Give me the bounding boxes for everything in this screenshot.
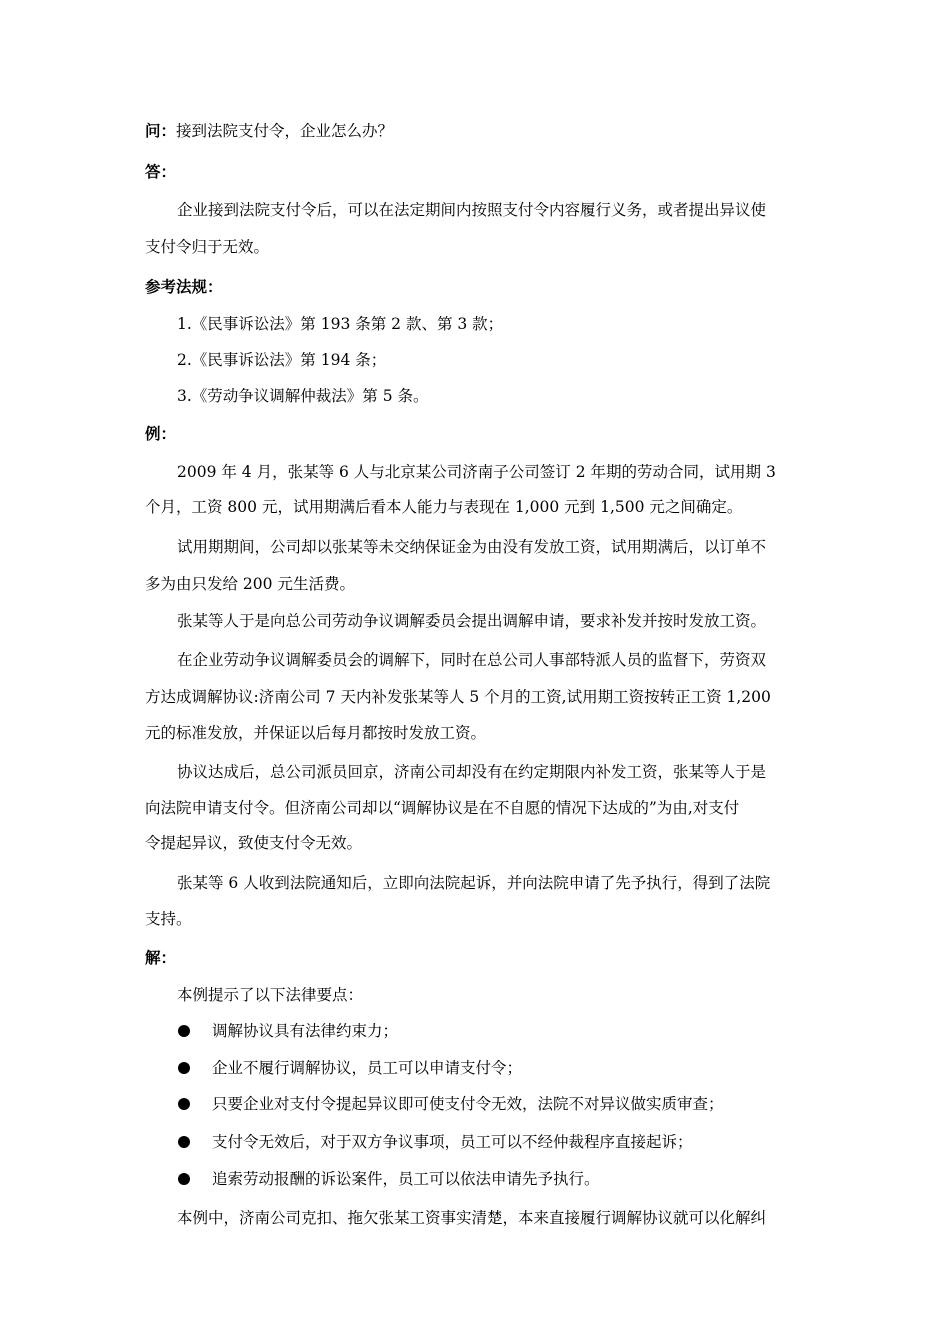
example-line: 在企业劳动争议调解委员会的调解下，同时在总公司人事部特派人员的监督下，劳资双 [177, 651, 767, 669]
references-heading: 参考法规： [145, 278, 223, 296]
question-label: 问： [145, 122, 177, 140]
bullet-dot-icon [178, 1025, 190, 1037]
answer-line: 支付令归于无效。 [145, 238, 270, 256]
example-line: 试用期期间，公司却以张某等未交纳保证金为由没有发放工资，试用期满后，以订单不 [177, 538, 767, 556]
example-line: 元的标准发放，并保证以后每月都按时发放工资。 [145, 724, 487, 742]
bullet-item: 企业不履行调解协议，员工可以申请支付令； [212, 1059, 523, 1077]
answer-heading: 答： [145, 163, 177, 181]
question-line [145, 121, 815, 141]
bullet-dot-icon [178, 1062, 190, 1074]
question-text: 接到法院支付令，企业怎么办？ [176, 122, 394, 140]
example-line: 支持。 [145, 910, 192, 928]
reference-item: 2.《民事诉讼法》第 194 条； [177, 351, 387, 369]
example-line: 协议达成后，总公司派员回京，济南公司却没有在约定期限内补发工资，张某等人于是 [177, 763, 767, 781]
bullet-item: 支付令无效后，对于双方争议事项，员工可以不经仲裁程序直接起诉； [212, 1133, 693, 1151]
reference-item: 1.《民事诉讼法》第 193 条第 2 款、第 3 款； [177, 315, 504, 333]
bullet-dot-icon [178, 1136, 190, 1148]
analysis-closing: 本例中，济南公司克扣、拖欠张某工资事实清楚，本来直接履行调解协议就可以化解纠 [177, 1209, 767, 1227]
example-line: 令提起异议，致使支付令无效。 [145, 834, 363, 852]
bullet-item: 追索劳动报酬的诉讼案件，员工可以依法申请先予执行。 [212, 1170, 600, 1188]
example-line: 张某等 6 人收到法院通知后，立即向法院起诉，并向法院申请了先予执行，得到了法院 [177, 874, 771, 892]
example-heading: 例： [145, 425, 177, 443]
example-line: 张某等人于是向总公司劳动争议调解委员会提出调解申请，要求补发并按时发放工资。 [177, 612, 767, 630]
answer-line: 企业接到法院支付令后，可以在法定期间内按照支付令内容履行义务，或者提出异议使 [177, 201, 767, 219]
example-line: 向法院申请支付令。但济南公司却以“调解协议是在不自愿的情况下达成的”为由,对支付 [145, 799, 740, 817]
reference-item: 3.《劳动争议调解仲裁法》第 5 条。 [177, 387, 429, 405]
example-line: 2009 年 4 月，张某等 6 人与北京某公司济南子公司签订 2 年期的劳动合同，试用期 3 [177, 463, 776, 481]
analysis-heading: 解： [145, 949, 177, 967]
bullet-item: 只要企业对支付令提起异议即可使支付令无效，法院不对异议做实质审查； [212, 1095, 724, 1113]
example-line: 个月，工资 800 元，试用期满后看本人能力与表现在 1,000 元到 1,500 元之间确定。 [145, 498, 743, 516]
example-line: 方达成调解协议:济南公司 7 天内补发张某等人 5 个月的工资,试用期工资按转正工资 1,200 [145, 688, 771, 706]
analysis-intro: 本例提示了以下法律要点： [177, 986, 364, 1004]
bullet-item: 调解协议具有法律约束力； [212, 1022, 399, 1040]
bullet-dot-icon [178, 1098, 190, 1110]
bullet-dot-icon [178, 1173, 190, 1185]
example-line: 多为由只发给 200 元生活费。 [145, 575, 355, 593]
